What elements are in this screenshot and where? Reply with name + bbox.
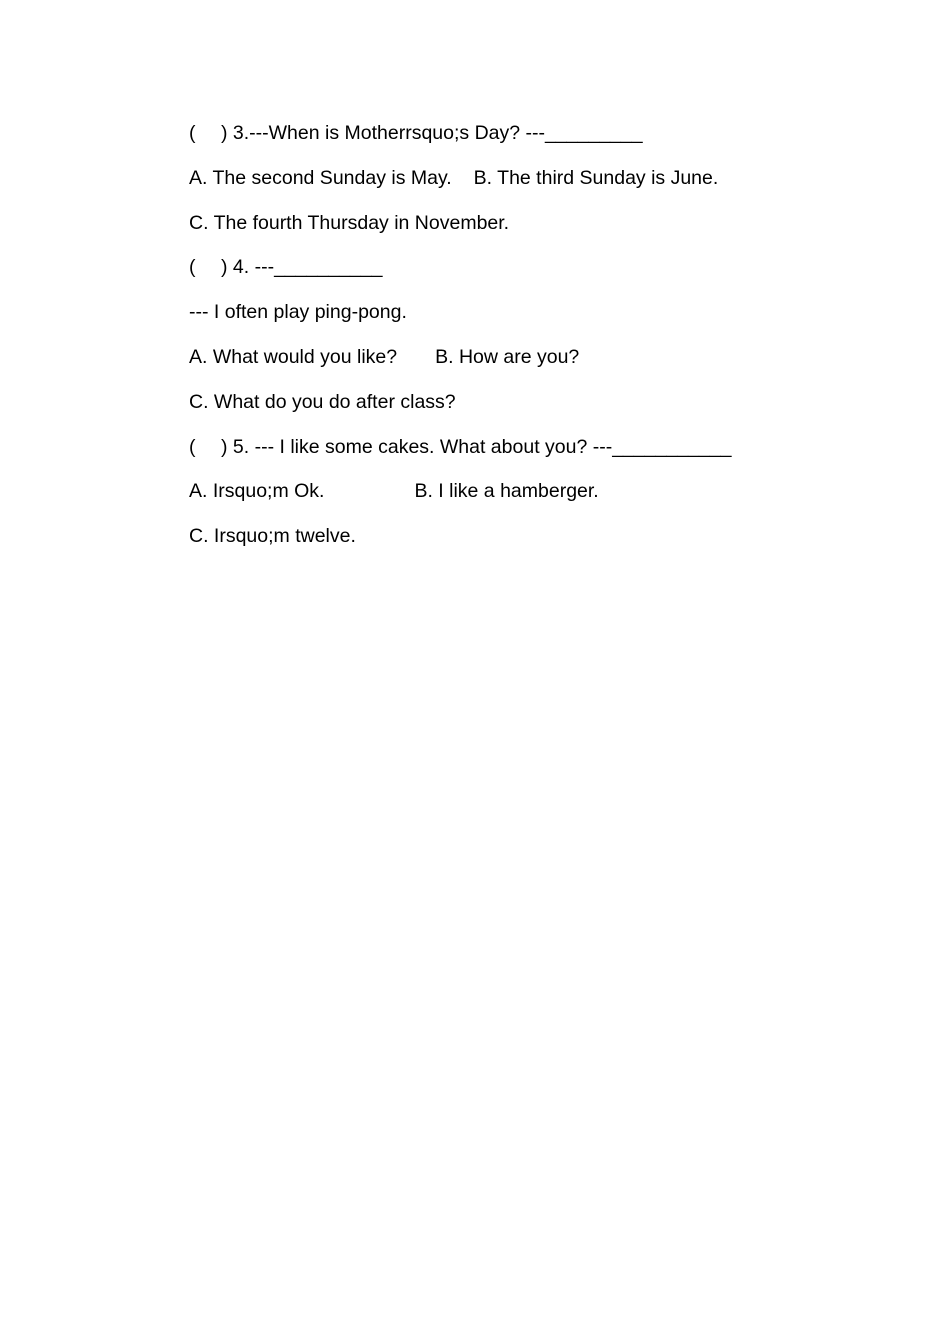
question-3-stem xyxy=(189,120,809,146)
answer-paren-open: ( xyxy=(189,435,196,458)
question-4-text: ) 4. ---__________ xyxy=(221,256,383,279)
question-4-option-b: B. How are you? xyxy=(435,345,580,368)
question-4-options-row2 xyxy=(189,389,809,415)
question-3-options-row1 xyxy=(189,165,809,191)
worksheet-content xyxy=(189,120,809,568)
question-5-option-b: B. I like a hamberger. xyxy=(414,480,599,503)
question-4-stem xyxy=(189,254,809,280)
question-3-option-b: B. The third Sunday is June. xyxy=(473,166,719,189)
question-3-text: ) 3.---When is Motherrsquo;s Day? ---_________ xyxy=(221,122,643,144)
answer-paren-open: ( xyxy=(189,122,196,144)
question-4-options-row1 xyxy=(189,344,809,370)
answer-paren-open: ( xyxy=(189,256,196,279)
question-4-response: --- I often play ping-pong. xyxy=(189,301,407,324)
question-5-option-c: C. Irsquo;m twelve. xyxy=(189,525,356,548)
question-5-text: ) 5. --- I like some cakes. What about you? ---___________ xyxy=(221,435,732,458)
question-4-option-a: A. What would you like? xyxy=(189,345,398,368)
question-4-option-c: C. What do you do after class? xyxy=(189,390,456,413)
question-5-options-row1 xyxy=(189,478,809,504)
question-5-option-a: A. Irsquo;m Ok. xyxy=(189,480,325,503)
question-5-stem xyxy=(189,434,809,460)
question-5-options-row2 xyxy=(189,523,809,549)
question-3-option-a: A. The second Sunday is May. xyxy=(189,166,452,189)
question-3-option-c: C. The fourth Thursday in November. xyxy=(189,211,510,234)
question-3-options-row2 xyxy=(189,210,809,236)
